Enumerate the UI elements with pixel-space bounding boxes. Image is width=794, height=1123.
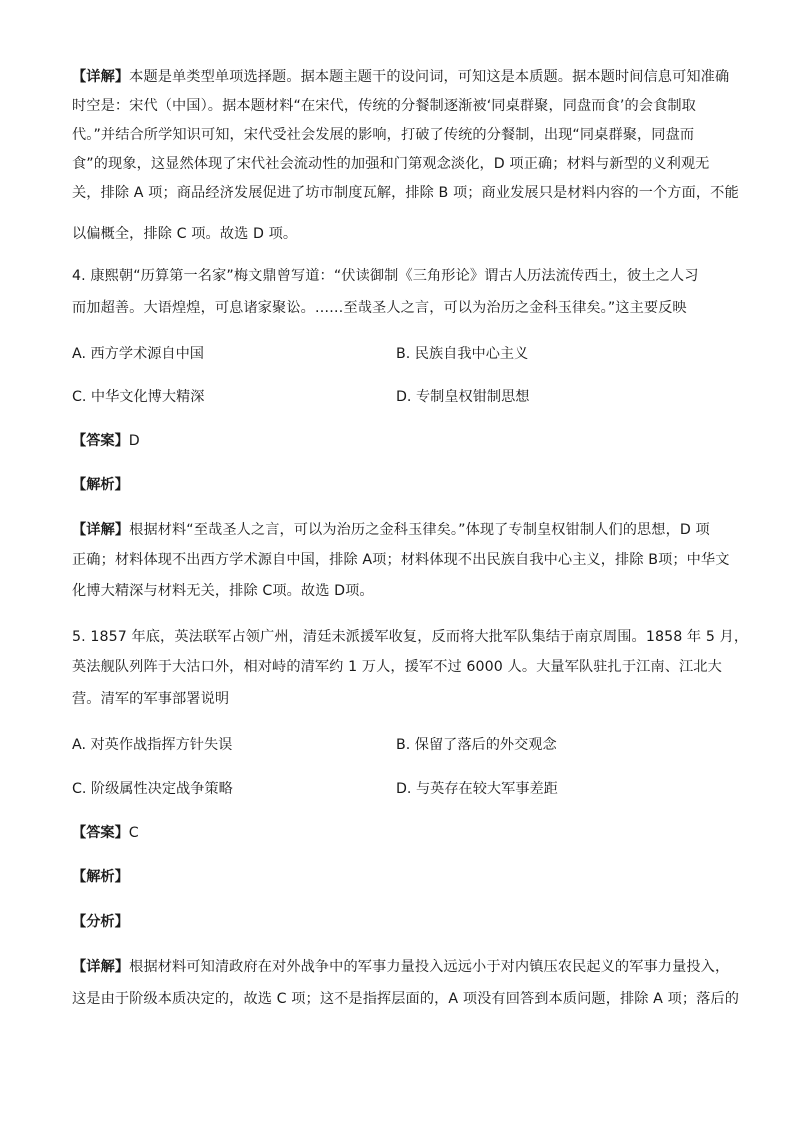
q5-answer-value: C <box>128 825 139 841</box>
q4-analysis-tag: 【解析】 <box>72 477 129 493</box>
q4-option-d: D. 专制皇权钳制思想 <box>396 389 530 405</box>
q5-fenxi-tag: 【分析】 <box>72 914 129 930</box>
q4-detail-tag: 【详解】 <box>72 522 130 538</box>
q4-detail-line-1 <box>72 520 710 540</box>
q5-stem-line-2: 英法舰队列阵于大沽口外，相对峙的清军约 1 万人，援军不过 6000 人。大量军队驻扎于江南、江北大 <box>72 659 722 675</box>
q5-analysis-heading <box>72 867 129 887</box>
q5-option-d: D. 与英存在较大军事差距 <box>396 781 558 797</box>
block1-line-2: 时空是：宋代（中国）。据本题材料“在宋代，传统的分餐制逐渐被‘同桌群聚，同盘而食’的会食制取 <box>72 98 696 114</box>
block1-line-4: 食”的现象，这显然体现了宋代社会流动性的加强和门第观念淡化，D 项正确；材料与新型的义利观无 <box>72 156 710 172</box>
block1-line-5: 关，排除 A 项；商品经济发展促进了坊市制度瓦解，排除 B 项；商业发展只是材料内容的一个方面，不能 <box>72 185 739 201</box>
block1-text-1: 本题是单类型单项选择题。据本题主题干的设问词，可知这是本质题。据本题时间信息可知准确 <box>129 69 730 85</box>
q4-stem-line-2: 而加超善。大语煌煌，可息诸家聚讼。……至哉圣人之言，可以为治历之金科玉律矣。”这主要反映 <box>72 300 687 316</box>
q5-option-a: A. 对英作战指挥方针失误 <box>72 737 233 753</box>
q4-detail-line-3: 化博大精深与材料无关，排除 C项。故选 D项。 <box>72 583 374 599</box>
q4-option-a: A. 西方学术源自中国 <box>72 346 204 362</box>
detail-tag: 【详解】 <box>72 69 130 85</box>
q4-detail-text-1: 根据材料“至哉圣人之言，可以为治历之金科玉律矣。”体现了专制皇权钳制人们的思想，D 项 <box>129 522 710 538</box>
q4-option-c: C. 中华文化博大精深 <box>72 389 205 405</box>
q5-detail-line-1 <box>72 957 729 977</box>
q5-detail-text-1: 根据材料可知清政府在对外战争中的军事力量投入远远小于对内镇压农民起义的军事力量投入， <box>129 959 730 975</box>
q4-answer-tag: 【答案】 <box>72 433 129 449</box>
block1-line-6: 以偏概全，排除 C 项。故选 D 项。 <box>72 226 298 242</box>
q4-stem-line-1: 4. 康熙朝“历算第一名家”梅文鼎曾写道：“伏读御制《三角形论》谓古人历法流传西土，彼土之人习 <box>72 268 699 284</box>
q5-stem-line-3: 营。清军的军事部署说明 <box>72 691 230 707</box>
q5-answer <box>72 823 139 843</box>
block1-line-1 <box>72 67 729 87</box>
q5-detail-tag: 【详解】 <box>72 959 130 975</box>
block1-line-3: 代。”并结合所学知识可知，宋代受社会发展的影响，打破了传统的分餐制，出现“同桌群聚，同盘而 <box>72 127 695 143</box>
q4-answer-value: D <box>128 433 140 449</box>
q5-option-c: C. 阶级属性决定战争策略 <box>72 781 233 797</box>
q4-option-b: B. 民族自我中心主义 <box>396 346 529 362</box>
q4-detail-line-2: 正确；材料体现不出西方学术源自中国，排除 A项；材料体现不出民族自我中心主义，排除 B项；中华文 <box>72 552 730 568</box>
q5-option-b: B. 保留了落后的外交观念 <box>396 737 557 753</box>
q5-analysis-tag: 【解析】 <box>72 869 129 885</box>
q4-answer <box>72 431 140 451</box>
q4-analysis-heading <box>72 475 129 495</box>
q5-detail-line-2: 这是由于阶级本质决定的，故选 C 项；这不是指挥层面的，A 项没有回答到本质问题，排除 A 项；落后的 <box>72 991 740 1007</box>
q5-fenxi-heading <box>72 912 129 932</box>
q5-stem-line-1: 5. 1857 年底，英法联军占领广州，清廷未派援军收复，反而将大批军队集结于南京周围。1858 年 5 月， <box>72 629 749 645</box>
q5-answer-tag: 【答案】 <box>72 825 129 841</box>
